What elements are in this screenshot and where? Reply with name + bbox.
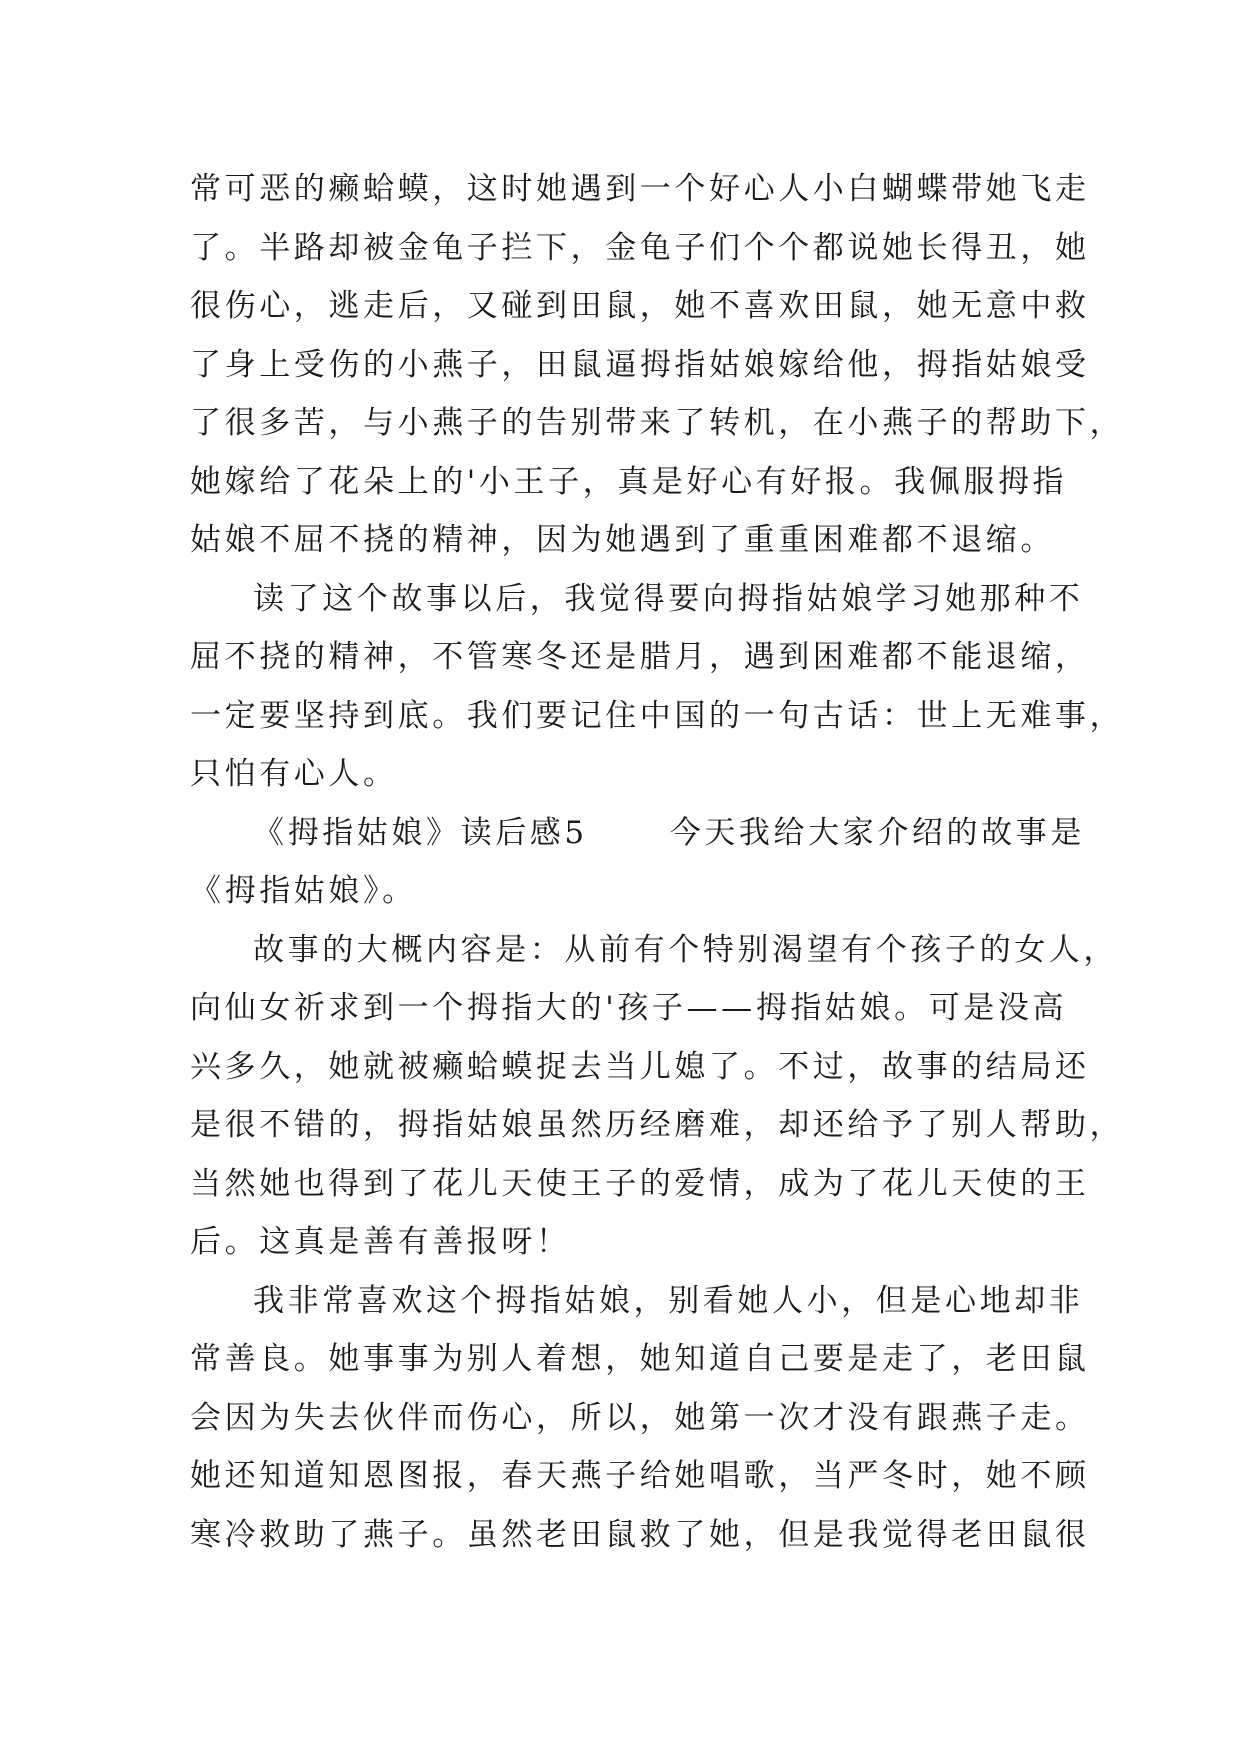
text-line: 兴多久，她就被癞蛤蟆捉去当儿媳了。不过，故事的结局还 (190, 1049, 1090, 1085)
text-line: 会因为失去伙伴而伤心，所以，她第一次才没有跟燕子走。 (190, 1400, 1090, 1436)
text-line: 了身上受伤的小燕子，田鼠逼拇指姑娘嫁给他，拇指姑娘受 (190, 347, 1090, 383)
text-line: 了。半路却被金龟子拦下，金龟子们个个都说她长得丑，她 (190, 230, 1090, 266)
text-line: 了很多苦，与小燕子的告别带来了转机，在小燕子的帮助下， (190, 405, 1125, 441)
paragraph-first-line: 读了这个故事以后，我觉得要向拇指姑娘学习她那种不 (253, 581, 1084, 617)
text-line: 她还知道知恩图报，春天燕子给她唱歌，当严冬时，她不顾 (190, 1458, 1090, 1494)
paragraph-first-line: 我非常喜欢这个拇指姑娘，别看她人小，但是心地却非 (253, 1283, 1084, 1319)
paragraph-first-line: 故事的大概内容是：从前有个特别渴望有个孩子的女人， (253, 932, 1118, 968)
text-line: 常可恶的癞蛤蟆，这时她遇到一个好心人小白蝴蝶带她飞走 (190, 171, 1090, 207)
text-line: 当然她也得到了花儿天使王子的爱情，成为了花儿天使的王 (190, 1166, 1090, 1202)
intro-sentence: 今天我给大家介绍的故事是 (669, 815, 1085, 851)
text-line: 屈不挠的精神，不管寒冬还是腊月，遇到困难都不能退缩， (190, 639, 1090, 675)
text-line: 寒冷救助了燕子。虽然老田鼠救了她，但是我觉得老田鼠很 (190, 1517, 1090, 1553)
section-heading: 《拇指姑娘》读后感5 (253, 815, 588, 851)
text-line: 后。这真是善有善报呀！ (190, 1224, 571, 1260)
section-heading-line (253, 808, 1085, 858)
text-line: 很伤心，逃走后，又碰到田鼠，她不喜欢田鼠，她无意中救 (190, 288, 1090, 324)
text-line: 常善良。她事事为别人着想，她知道自己要是走了，老田鼠 (190, 1341, 1090, 1377)
text-line: 她嫁给了花朵上的'小王子，真是好心有好报。我佩服拇指 (190, 464, 1068, 500)
text-line: 姑娘不屈不挠的精神，因为她遇到了重重困难都不退缩。 (190, 522, 1055, 558)
text-line: 向仙女祈求到一个拇指大的'孩子——拇指姑娘。可是没高 (190, 990, 1068, 1026)
text-line: 是很不错的，拇指姑娘虽然历经磨难，却还给予了别人帮助， (190, 1107, 1125, 1143)
text-line: 只怕有心人。 (190, 756, 398, 792)
text-line: 一定要坚持到底。我们要记住中国的一句古话：世上无难事， (190, 698, 1125, 734)
text-line: 《拇指姑娘》。 (190, 873, 417, 909)
